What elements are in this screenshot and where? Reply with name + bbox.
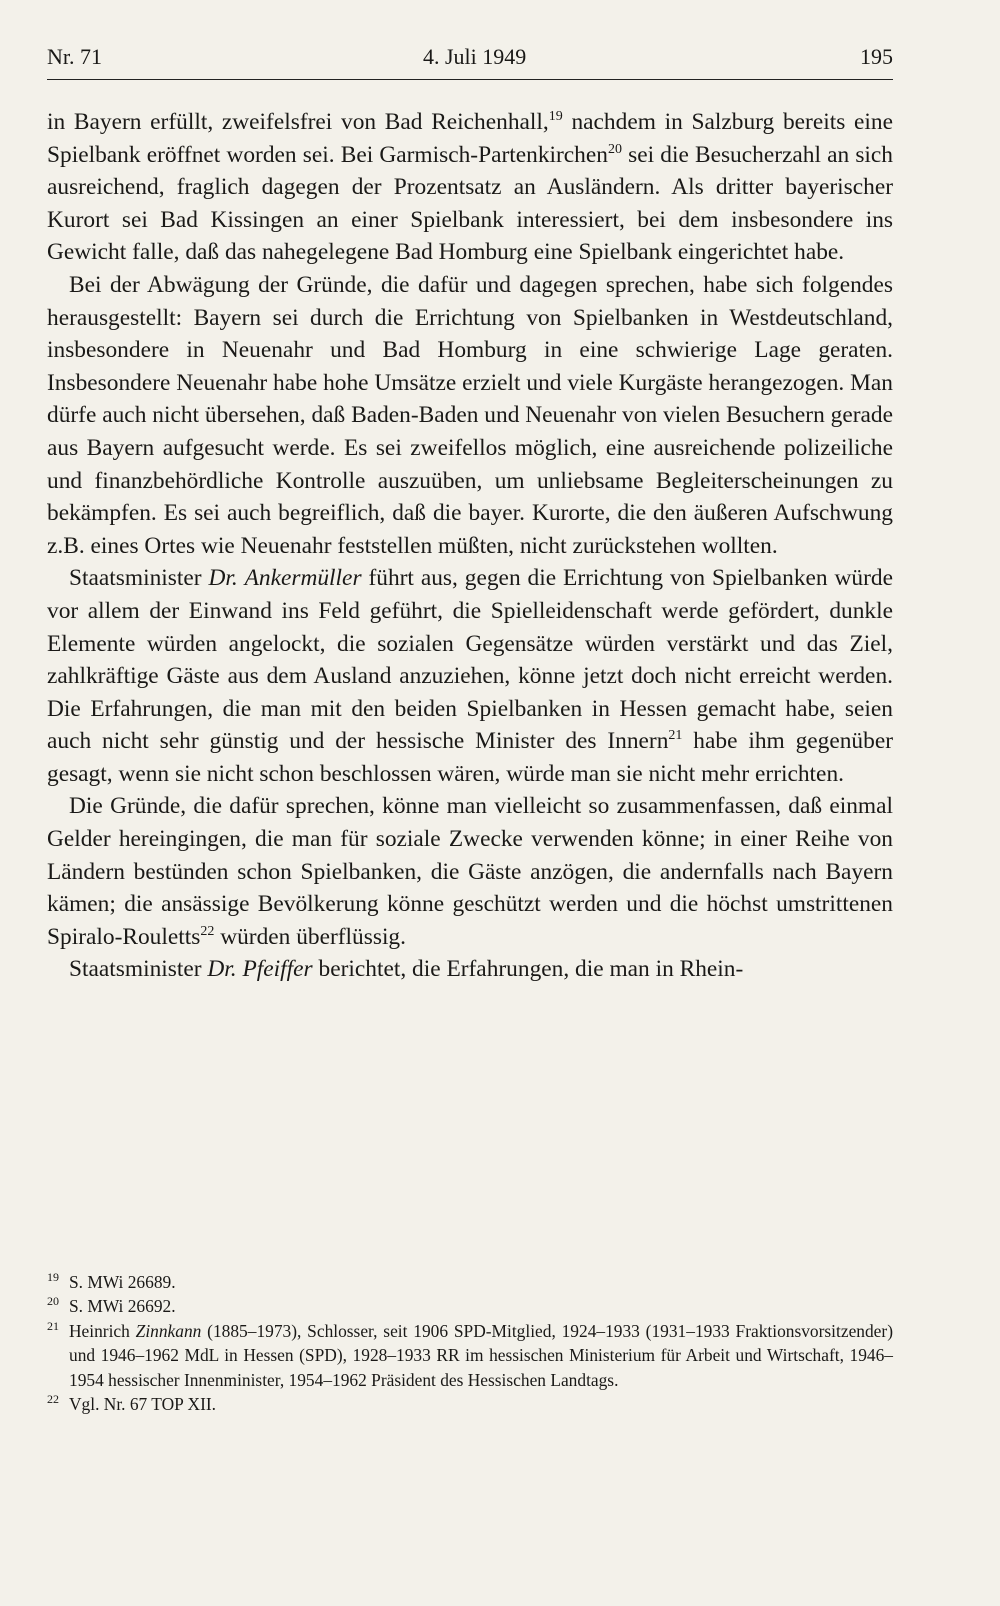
footnote-text-b: (1885–1973), Schlosser, seit 1906 SPD-Mitglied, 1924–1933 (1931–1933 Fraktionsvorsitzender) und 1946–1962 MdL in Hessen (SPD), 1928–1933 RR im hessischen Ministerium für Arbeit und Wirtschaft, 1946–1954 hessischer Innenminister, 1954–1962 Präsident des Hessischen Landtags. [69, 1320, 893, 1390]
person-name-ankermueller: Ankermüller [244, 565, 362, 592]
footnote-20 [47, 1294, 893, 1318]
footnote-22 [47, 1392, 893, 1416]
paragraph-3-text-c: habe ihm gegenüber gesagt, wenn sie nicht schon beschlossen wären, würde man sie nicht mehr errichten. [47, 728, 893, 787]
footnote-ref-20: 20 [607, 141, 622, 157]
footnotes [47, 1270, 893, 1416]
paragraph-4-text-b: würden überflüssig. [214, 923, 406, 950]
paragraph-1-text-c: sei die Besucherzahl an sich ausreichend, fraglich dagegen der Prozentsatz an Ausländern. Als dritter bayerischer Kurort sei Bad Kissingen an einer Spielbank interessiert, bei dem insbesondere ins Gewicht falle, daß das nahegelegene Bad Homburg eine Spielbank eingerichtet habe. [47, 141, 894, 266]
footnote-ref-19: 19 [548, 109, 563, 124]
footnote-text [69, 1319, 893, 1392]
footnote-text: S. MWi 26689. [69, 1272, 176, 1292]
paragraph-4-text-a: Die Gründe, die dafür sprechen, könne man vielleicht so zusammenfassen, daß einmal Gelder hereingingen, die man für soziale Zwecke verwenden könne; in einer Reihe von Ländern bestünden schon Spielbanken, die Gäste anzögen, die andernfalls nach Bayern kämen; die ansässige Bevölkerung könne geschützt werden und die höchst umstrittenen Spiralo-Rouletts [47, 793, 893, 950]
paragraph-2: Bei der Abwägung der Gründe, die dafür und dagegen sprechen, habe sich folgendes herausgestellt: Bayern sei durch die Errichtung von Spielbanken in Westdeutschland, insbesondere in Neuenahr und Bad Homburg in eine schwierige Lage geraten. Insbesondere Neuenahr habe hohe Umsätze erzielt und viele Kurgäste herangezogen. Man dürfe auch nicht übersehen, daß Baden-Baden und Neuenahr von vielen Besuchern gerade aus Bayern aufgesucht werde. Es sei zweifellos möglich, eine ausreichende polizeiliche und finanzbehördliche Kontrolle auszuüben, um unliebsame Begleiterscheinungen zu bekämpfen. Es sei auch begreiflich, daß die bayer. Kurorte, die den äußeren Aufschwung z.B. eines Ortes wie Neuenahr feststellen müßten, nicht zurückstehen wollten. [47, 271, 893, 559]
paragraph-5-text-b: berichtet, die Erfahrungen, die man in Rhein- [312, 956, 744, 983]
paragraph-1 [47, 106, 893, 269]
paragraph-1-text-a: in Bayern erfüllt, zweifelsfrei von Bad Reichenhall, [47, 109, 549, 135]
footnote-19 [47, 1270, 893, 1294]
footnote-text-a: Heinrich [69, 1320, 136, 1341]
paragraph-4 [47, 790, 893, 953]
title-dr: Dr. [208, 565, 238, 592]
footnote-ref-22: 22 [200, 923, 215, 939]
footnote-21 [47, 1319, 893, 1392]
person-name-zinnkann: Zinnkann [135, 1320, 202, 1341]
page-number: 195 [860, 44, 893, 69]
footnote-text: S. MWi 26692. [69, 1296, 176, 1317]
footnote-ref-21: 21 [668, 728, 683, 744]
paragraph-5 [47, 953, 893, 986]
footnote-number: 19 [47, 1270, 59, 1284]
paragraph-3 [47, 562, 893, 790]
person-name-pfeiffer: Pfeiffer [242, 956, 313, 983]
main-text [47, 106, 893, 986]
header-rule [47, 79, 893, 80]
footnote-number: 21 [47, 1318, 59, 1333]
footnote-text: Vgl. Nr. 67 TOP XII. [69, 1394, 217, 1415]
footnote-number: 20 [47, 1294, 59, 1309]
document-number: Nr. 71 [47, 44, 102, 69]
paragraph-5-text-a: Staatsminister [69, 956, 208, 983]
paragraph-1-text-b: nachdem in Salzburg bereits eine Spielbank eröffnet worden sei. Bei Garmisch-Partenkirchen [47, 109, 893, 168]
running-header [47, 44, 893, 78]
footnote-number: 22 [47, 1392, 59, 1407]
paragraph-3-text-a: Staatsminister [69, 565, 209, 592]
paragraph-3-text-b: führt aus, gegen die Errichtung von Spielbanken würde vor allem der Einwand ins Feld geführt, die Spielleidenschaft werde gefördert, dunkle Elemente würden angelockt, die sozialen Gegensätze würden verstärkt und das Ziel, zahlkräftige Gäste aus dem Ausland anzuziehen, könne jetzt doch nicht erreicht werden. Die Erfahrungen, die man mit den beiden Spielbanken in Hessen gemacht habe, seien auch nicht sehr günstig und der hessische Minister des Innern [47, 565, 893, 755]
session-date: 4. Juli 1949 [423, 44, 527, 69]
title-dr: Dr. [207, 956, 237, 983]
